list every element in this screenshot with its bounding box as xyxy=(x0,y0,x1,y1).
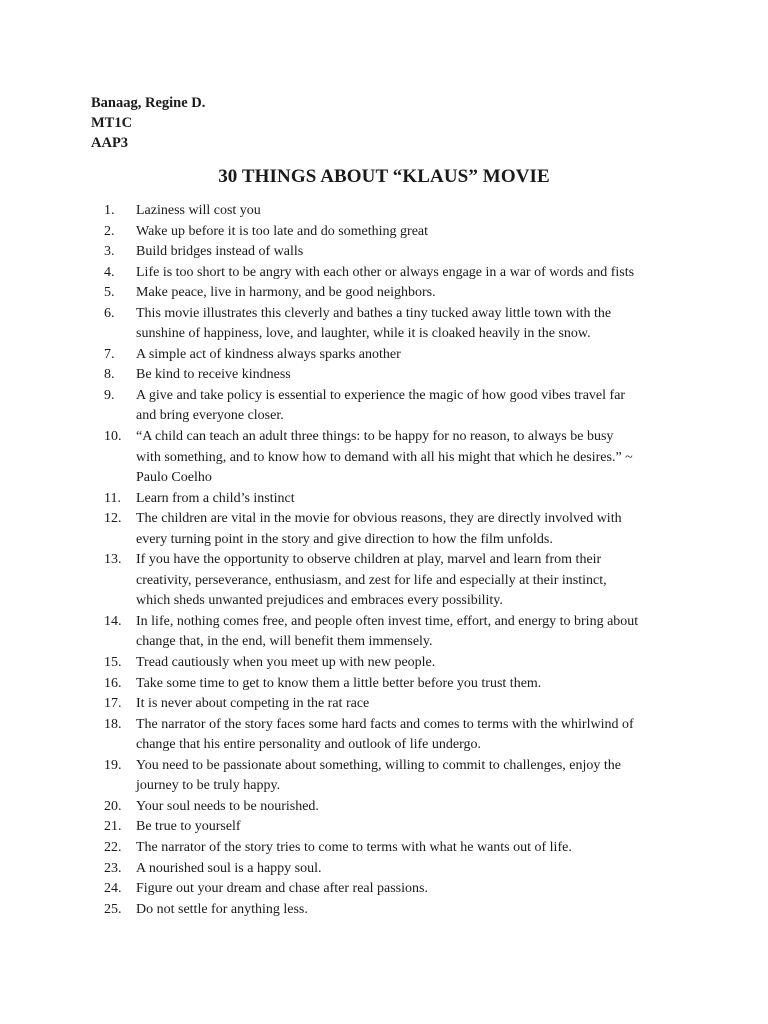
list-item-text xyxy=(136,365,684,386)
list-item-line: change that his entire personality and outlook of life undergo. xyxy=(136,737,481,753)
list-item-line: “A child can teach an adult three things: to be happy for no reason, to always be busy xyxy=(136,429,614,445)
list-item-line: A simple act of kindness always sparks another xyxy=(136,346,401,362)
list-item xyxy=(104,222,684,243)
list-item-line: The narrator of the story faces some hard facts and comes to terms with the whirlwind of xyxy=(136,716,634,732)
list-item-line: Your soul needs to be nourished. xyxy=(136,798,319,814)
list-item-number: 19. xyxy=(104,757,122,773)
list-item xyxy=(104,283,684,304)
list-item-number: 7. xyxy=(104,346,115,362)
list-item-number: 24. xyxy=(104,881,122,897)
list-item-text xyxy=(136,715,684,756)
list-item-line: Laziness will cost you xyxy=(136,203,261,218)
list-item-text xyxy=(136,879,684,900)
list-item-line: In life, nothing comes free, and people often invest time, effort, and energy to bring about xyxy=(136,613,639,629)
list-item-line: It is never about competing in the rat race xyxy=(136,696,370,712)
list-item-line: You need to be passionate about something, willing to commit to challenges, enjoy the xyxy=(136,757,622,773)
list-item-line: Be kind to receive kindness xyxy=(136,367,291,383)
list-item-line: A nourished soul is a happy soul. xyxy=(136,860,322,876)
list-item-line: If you have the opportunity to observe children at play, marvel and learn from their xyxy=(136,552,602,568)
list-item-number: 10. xyxy=(104,429,122,445)
list-item-text xyxy=(136,345,684,366)
list-item-line: creativity, perseverance, enthusiasm, and zest for life and especially at their instinct, xyxy=(136,572,607,588)
list-item-text xyxy=(136,653,684,674)
list-item-line: Wake up before it is too late and do something great xyxy=(136,223,429,239)
list-item-line: which sheds unwanted prejudices and embraces every possibility. xyxy=(136,593,503,609)
list-item xyxy=(104,304,684,345)
list-item xyxy=(104,900,684,921)
student-name: Banaag, Regine D. xyxy=(91,95,206,111)
list-item-text xyxy=(136,509,684,550)
numbered-list xyxy=(104,201,684,920)
list-item-line: every turning point in the story and give direction to how the film unfolds. xyxy=(136,531,553,547)
list-item-line: journey to be truly happy. xyxy=(136,778,281,794)
list-item-number: 14. xyxy=(104,613,122,629)
list-item-text xyxy=(136,859,684,880)
activity-code: AAP3 xyxy=(91,135,129,151)
list-item-text xyxy=(136,222,684,243)
list-item-line: with something, and to know how to demand with all his might that which he desires.” ~ xyxy=(136,449,633,465)
list-item-line: Life is too short to be angry with each other or always engage in a war of words and fists xyxy=(136,264,635,280)
list-item-text xyxy=(136,489,684,510)
list-item-number: 17. xyxy=(104,696,122,712)
list-item-number: 5. xyxy=(104,285,115,301)
list-item xyxy=(104,365,684,386)
list-item xyxy=(104,489,684,510)
list-item-line: A give and take policy is essential to experience the magic of how good vibes travel far xyxy=(136,387,626,403)
list-item-number: 23. xyxy=(104,860,122,876)
list-item-number: 6. xyxy=(104,305,115,321)
list-item-line: Tread cautiously when you meet up with new people. xyxy=(136,655,436,671)
list-item-text xyxy=(136,612,684,653)
list-item xyxy=(104,715,684,756)
list-item-line: Paulo Coelho xyxy=(136,470,212,486)
list-item xyxy=(104,509,684,550)
list-item xyxy=(104,386,684,427)
list-item-line: Do not settle for anything less. xyxy=(136,901,308,917)
list-item-number: 4. xyxy=(104,264,115,280)
list-item xyxy=(104,838,684,859)
list-item-number: 22. xyxy=(104,839,122,855)
list-item xyxy=(104,859,684,880)
list-item-line: Figure out your dream and chase after real passions. xyxy=(136,881,428,897)
list-item xyxy=(104,756,684,797)
list-item-number: 9. xyxy=(104,387,115,403)
list-item-number: 13. xyxy=(104,552,122,568)
student-section: MT1C xyxy=(91,115,133,131)
list-item-text xyxy=(136,694,684,715)
list-item-text xyxy=(136,201,684,222)
list-item-line: Learn from a child’s instinct xyxy=(136,490,295,506)
list-item-text xyxy=(136,674,684,695)
list-item-text xyxy=(136,797,684,818)
list-item-number: 25. xyxy=(104,901,122,917)
list-item-text xyxy=(136,838,684,859)
list-item-text xyxy=(136,550,684,612)
list-item-number: 12. xyxy=(104,511,122,527)
list-item-text xyxy=(136,756,684,797)
list-item-line: This movie illustrates this cleverly and bathes a tiny tucked away little town with the xyxy=(136,305,612,321)
list-item-text xyxy=(136,263,684,284)
list-item xyxy=(104,879,684,900)
list-item-number: 16. xyxy=(104,675,122,691)
list-item-line: Be true to yourself xyxy=(136,819,241,835)
list-item-text xyxy=(136,900,684,921)
list-item-text xyxy=(136,242,684,263)
list-item-line: Take some time to get to know them a little better before you trust them. xyxy=(136,675,542,691)
list-item xyxy=(104,201,684,222)
list-item-number: 8. xyxy=(104,367,115,383)
list-item-text xyxy=(136,427,684,489)
list-item-text xyxy=(136,817,684,838)
list-item-number: 2. xyxy=(104,223,115,239)
list-item-text xyxy=(136,386,684,427)
list-item-number: 11. xyxy=(104,490,121,506)
list-item xyxy=(104,612,684,653)
student-info xyxy=(91,93,205,153)
list-item xyxy=(104,263,684,284)
list-item-number: 21. xyxy=(104,819,122,835)
list-item-text xyxy=(136,283,684,304)
list-item-line: sunshine of happiness, love, and laughter, while it is cloaked heavily in the snow. xyxy=(136,326,591,342)
list-item-line: Build bridges instead of walls xyxy=(136,244,304,260)
document-title: 30 THINGS ABOUT “KLAUS” MOVIE xyxy=(218,166,550,187)
list-item-number: 20. xyxy=(104,798,122,814)
list-item xyxy=(104,797,684,818)
list-item-number: 15. xyxy=(104,655,122,671)
list-item xyxy=(104,817,684,838)
list-item-line: The narrator of the story tries to come to terms with what he wants out of life. xyxy=(136,839,572,855)
list-item xyxy=(104,674,684,695)
list-item-line: and bring everyone closer. xyxy=(136,408,284,424)
list-item-line: Make peace, live in harmony, and be good neighbors. xyxy=(136,285,436,301)
list-item-number: 3. xyxy=(104,244,115,260)
list-item xyxy=(104,427,684,489)
list-item-line: The children are vital in the movie for obvious reasons, they are directly involved with xyxy=(136,511,622,527)
list-item-number: 1. xyxy=(104,203,115,218)
list-item xyxy=(104,242,684,263)
list-item-line: change that, in the end, will benefit them immensely. xyxy=(136,634,433,650)
list-item xyxy=(104,345,684,366)
list-item xyxy=(104,550,684,612)
list-item xyxy=(104,653,684,674)
list-item-number: 18. xyxy=(104,716,122,732)
list-item xyxy=(104,694,684,715)
list-item-text xyxy=(136,304,684,345)
